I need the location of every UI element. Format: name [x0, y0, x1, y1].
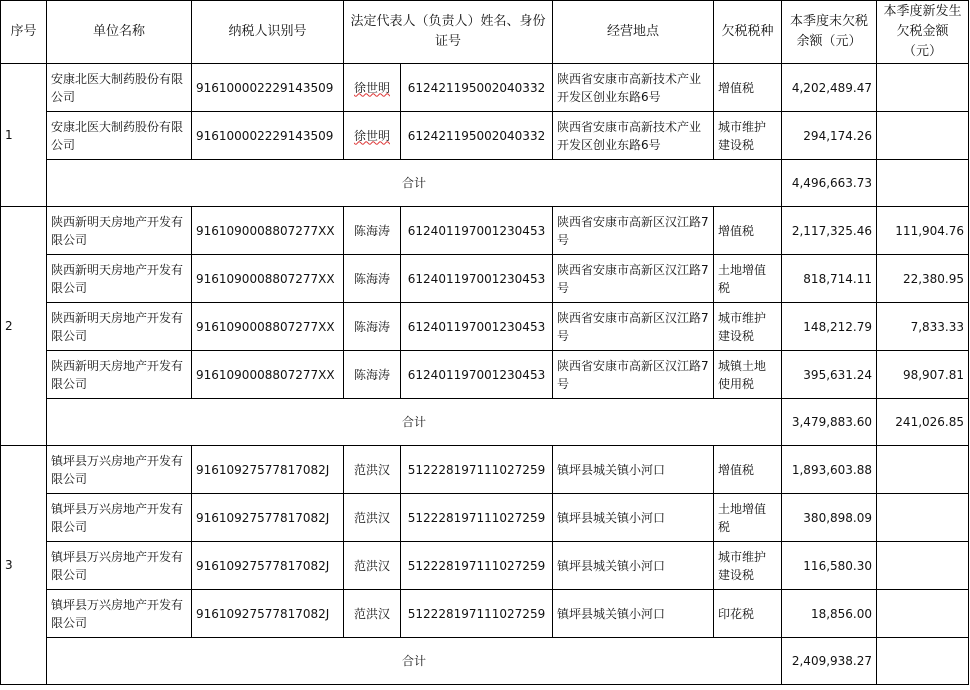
unit-name-cell: 陕西新明天房地产开发有限公司 — [47, 255, 192, 303]
new-arrears-cell: 111,904.76 — [877, 207, 969, 255]
address-cell: 陕西省安康市高新区汉江路7号 — [553, 207, 714, 255]
rep-id-cell: 612421195002040332 — [401, 64, 553, 112]
table-row — [1, 112, 969, 160]
table-row — [1, 303, 969, 351]
balance-cell: 818,714.11 — [782, 255, 877, 303]
table-row — [1, 255, 969, 303]
balance-cell: 18,856.00 — [782, 590, 877, 638]
rep-name-cell: 陈海涛 — [344, 207, 401, 255]
seq-cell: 1 — [1, 64, 47, 207]
total-label: 合计 — [47, 399, 782, 446]
balance-cell: 2,117,325.46 — [782, 207, 877, 255]
address-cell: 镇坪县城关镇小河口 — [553, 542, 714, 590]
rep-id-cell: 612401197001230453 — [401, 303, 553, 351]
rep-id-cell: 612401197001230453 — [401, 255, 553, 303]
balance-cell: 148,212.79 — [782, 303, 877, 351]
rep-name-cell: 陈海涛 — [344, 303, 401, 351]
new-arrears-cell — [877, 494, 969, 542]
new-arrears-cell: 22,380.95 — [877, 255, 969, 303]
total-row — [1, 399, 969, 446]
header-unit-name: 单位名称 — [47, 1, 192, 64]
unit-name-cell: 镇坪县万兴房地产开发有限公司 — [47, 590, 192, 638]
new-arrears-cell — [877, 590, 969, 638]
taxpayer-id-cell: 9161092757781708​2J — [192, 446, 344, 494]
header-legal-rep: 法定代表人（负责人）姓名、身份证号 — [344, 1, 553, 64]
total-label: 合计 — [47, 160, 782, 207]
total-row — [1, 638, 969, 685]
balance-cell: 395,631.24 — [782, 351, 877, 399]
unit-name-cell: 镇坪县万兴房地产开发有限公司 — [47, 542, 192, 590]
balance-cell: 1,893,603.88 — [782, 446, 877, 494]
rep-id-cell: 512228197111027259 — [401, 590, 553, 638]
new-arrears-cell: 98,907.81 — [877, 351, 969, 399]
table-row — [1, 446, 969, 494]
table-row — [1, 207, 969, 255]
table-row — [1, 542, 969, 590]
rep-id-cell: 512228197111027259 — [401, 446, 553, 494]
table-row — [1, 64, 969, 112]
address-cell: 陕西省安康市高新区汉江路7号 — [553, 255, 714, 303]
unit-name-cell: 镇坪县万兴房地产开发有限公司 — [47, 494, 192, 542]
table-row — [1, 590, 969, 638]
address-cell: 陕西省安康市高新技术产业开发区创业东路6号 — [553, 64, 714, 112]
rep-id-cell: 512228197111027259 — [401, 542, 553, 590]
total-row — [1, 160, 969, 207]
taxpayer-id-cell: 9161090008807277XX — [192, 351, 344, 399]
new-arrears-cell: 7,833.33 — [877, 303, 969, 351]
tax-type-cell: 增值税 — [714, 446, 782, 494]
unit-name-cell: 安康北医大制药股份有限公司 — [47, 112, 192, 160]
balance-cell: 380,898.09 — [782, 494, 877, 542]
balance-cell: 294,174.26 — [782, 112, 877, 160]
new-arrears-cell — [877, 64, 969, 112]
address-cell: 陕西省安康市高新技术产业开发区创业东路6号 — [553, 112, 714, 160]
new-arrears-cell — [877, 542, 969, 590]
address-cell: 陕西省安康市高新区汉江路7号 — [553, 303, 714, 351]
tax-type-cell: 土地增值税 — [714, 255, 782, 303]
seq-cell: 3 — [1, 446, 47, 685]
rep-id-cell: 512228197111027259 — [401, 494, 553, 542]
rep-name-cell: 范洪汉 — [344, 590, 401, 638]
taxpayer-id-cell: 9161090008807277XX — [192, 303, 344, 351]
balance-cell: 4,202,489.47 — [782, 64, 877, 112]
header-tax-type: 欠税税种 — [714, 1, 782, 64]
tax-type-cell: 城市维护建设税 — [714, 303, 782, 351]
header-seq: 序号 — [1, 1, 47, 64]
tax-type-cell: 土地增值税 — [714, 494, 782, 542]
header-taxpayer-id: 纳税人识别号 — [192, 1, 344, 64]
header-address: 经营地点 — [553, 1, 714, 64]
taxpayer-id-cell: 916100002229143509 — [192, 64, 344, 112]
taxpayer-id-cell: 9161090008807277XX — [192, 207, 344, 255]
total-label: 合计 — [47, 638, 782, 685]
rep-name-cell: 范洪汉 — [344, 542, 401, 590]
rep-name-cell: 范洪汉 — [344, 446, 401, 494]
table-row — [1, 494, 969, 542]
taxpayer-id-cell: 9161092757781708​2J — [192, 542, 344, 590]
total-new-arrears-cell — [877, 160, 969, 207]
tax-type-cell: 印花税 — [714, 590, 782, 638]
total-balance-cell: 3,479,883.60 — [782, 399, 877, 446]
table-row — [1, 351, 969, 399]
rep-name-cell: 陈海涛 — [344, 351, 401, 399]
rep-id-cell: 612401197001230453 — [401, 207, 553, 255]
rep-name-cell: 陈海涛 — [344, 255, 401, 303]
address-cell: 镇坪县城关镇小河口 — [553, 446, 714, 494]
table-body — [1, 64, 969, 685]
taxpayer-id-cell: 9161090008807277XX — [192, 255, 344, 303]
rep-name-cell: 徐世明 — [344, 64, 401, 112]
tax-type-cell: 城镇土地使用税 — [714, 351, 782, 399]
seq-cell: 2 — [1, 207, 47, 446]
header-balance: 本季度末欠税余额（元） — [782, 1, 877, 64]
header-new-arrears: 本季度新发生欠税金额（元） — [877, 1, 969, 64]
total-balance-cell: 2,409,938.27 — [782, 638, 877, 685]
rep-name-cell: 范洪汉 — [344, 494, 401, 542]
total-new-arrears-cell: 241,026.85 — [877, 399, 969, 446]
taxpayer-id-cell: 916100002229143509 — [192, 112, 344, 160]
address-cell: 镇坪县城关镇小河口 — [553, 494, 714, 542]
unit-name-cell: 镇坪县万兴房地产开发有限公司 — [47, 446, 192, 494]
total-new-arrears-cell — [877, 638, 969, 685]
unit-name-cell: 陕西新明天房地产开发有限公司 — [47, 351, 192, 399]
address-cell: 镇坪县城关镇小河口 — [553, 590, 714, 638]
new-arrears-cell — [877, 446, 969, 494]
taxpayer-id-cell: 9161092757781708​2J — [192, 590, 344, 638]
total-balance-cell: 4,496,663.73 — [782, 160, 877, 207]
taxpayer-id-cell: 9161092757781708​2J — [192, 494, 344, 542]
address-cell: 陕西省安康市高新区汉江路7号 — [553, 351, 714, 399]
rep-id-cell: 612401197001230453 — [401, 351, 553, 399]
rep-id-cell: 612421195002040332 — [401, 112, 553, 160]
tax-type-cell: 城市维护建设税 — [714, 542, 782, 590]
tax-type-cell: 城市维护建设税 — [714, 112, 782, 160]
unit-name-cell: 陕西新明天房地产开发有限公司 — [47, 207, 192, 255]
header-row — [1, 1, 969, 64]
tax-type-cell: 增值税 — [714, 207, 782, 255]
rep-name-cell: 徐世明 — [344, 112, 401, 160]
new-arrears-cell — [877, 112, 969, 160]
unit-name-cell: 安康北医大制药股份有限公司 — [47, 64, 192, 112]
unit-name-cell: 陕西新明天房地产开发有限公司 — [47, 303, 192, 351]
tax-type-cell: 增值税 — [714, 64, 782, 112]
balance-cell: 116,580.30 — [782, 542, 877, 590]
